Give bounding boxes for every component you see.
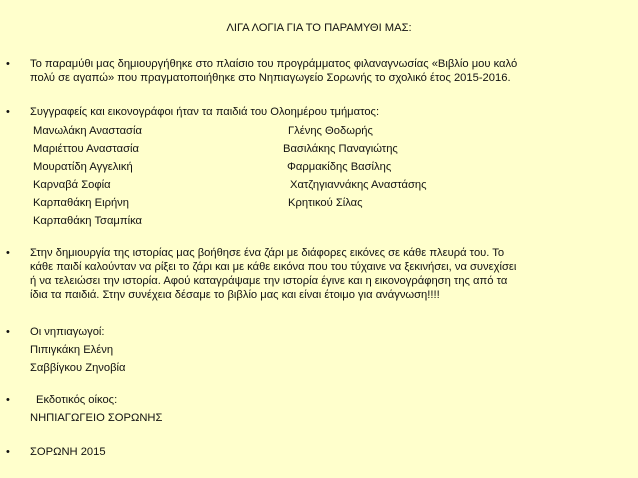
teacher-name: Σαββίγκου Ζηνοβία [30, 362, 126, 374]
author-name: Καρναβά Σοφία [33, 179, 111, 191]
intro-line-2: πολύ σε αγαπώ» που πραγματοποιήθηκε στο Νηπιαγωγείο Σορωνής το σχολικό έτος 2015-2016. [30, 72, 511, 84]
bullet-marker: • [6, 326, 10, 338]
intro-line-1: Το παραμύθι μας δημιουργήθηκε στο πλαίσιο του προγράμματος φιλαναγνωσίας «Βιβλίο μου καλό [30, 58, 518, 70]
publisher-label: Εκδοτικός οίκος: [36, 394, 118, 406]
bullet-marker: • [6, 446, 10, 458]
bullet-marker: • [6, 58, 10, 70]
process-line-4: ίδια τα παιδιά. Στην συνέχεια δέσαμε το βιβλίο μας και είναι έτοιμο για ανάγνωση!!!! [30, 289, 440, 301]
author-name: Καρπαθάκη Τσαμπίκα [33, 215, 142, 227]
author-name: Μανωλάκη Αναστασία [33, 125, 142, 137]
teacher-name: Πιπιγκάκη Ελένη [30, 344, 114, 356]
author-name: Γλένης Θοδωρής [288, 125, 373, 137]
bullet-marker: • [6, 247, 10, 259]
process-line-1: Στην δημιουργία της ιστορίας μας βοήθησε ένα ζάρι με διάφορες εικόνες σε κάθε πλευρά του. Το [30, 247, 505, 259]
author-name: Μαριέττου Αναστασία [33, 143, 139, 155]
author-name: Μουρατίδη Αγγελική [33, 161, 133, 173]
publisher-name: ΝΗΠΙΑΓΩΓΕΙΟ ΣΟΡΩΝΗΣ [30, 412, 163, 424]
author-name: Χατζηγιαννάκης Αναστάσης [290, 179, 427, 191]
page-title: ΛΙΓΑ ΛΟΓΙΑ ΓΙΑ ΤΟ ΠΑΡΑΜΥΘΙ ΜΑΣ: [226, 22, 412, 34]
bullet-marker: • [6, 394, 10, 406]
process-line-3: ή να τελειώσει την ιστορία. Αφού καταγράψαμε την ιστορία έγινε και η εικονογράφηση της από τα [30, 275, 508, 287]
bullet-marker: • [6, 106, 10, 118]
author-name: Φαρμακίδης Βασίλης [287, 161, 392, 173]
place-year: ΣΟΡΩΝΗ 2015 [30, 446, 106, 458]
author-name: Βασιλάκης Παναγιώτης [283, 143, 398, 155]
teachers-label: Οι νηπιαγωγοί: [30, 326, 105, 338]
process-line-2: κάθε παιδί καλούνταν να ρίξει το ζάρι και με κάθε εικόνα που του τύχαινε να ξεκινήσει, να συνεχίσει [30, 261, 517, 273]
authors-label: Συγγραφείς και εικονογράφοι ήταν τα παιδιά του Ολοημέρου τμήματος: [30, 106, 380, 118]
author-name: Κρητικού Σίλας [288, 197, 363, 209]
author-name: Καρπαθάκη Ειρήνη [33, 197, 129, 209]
